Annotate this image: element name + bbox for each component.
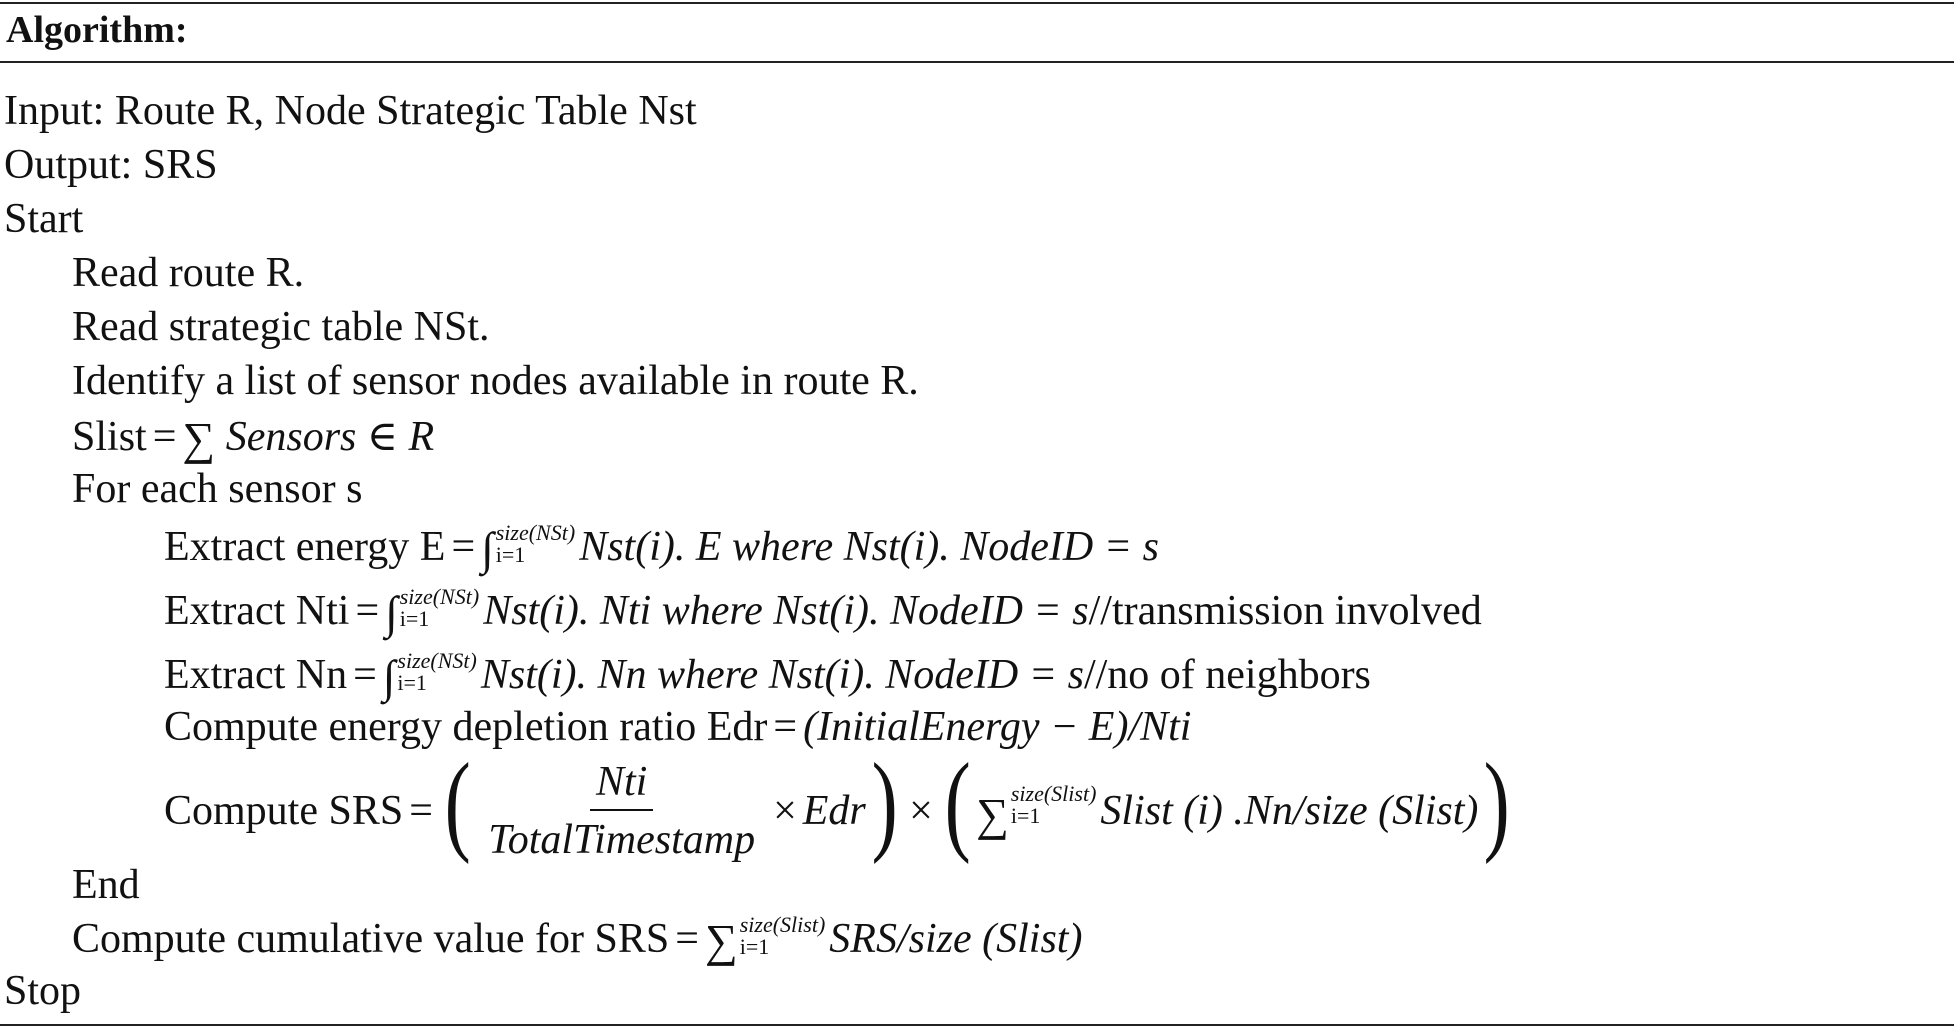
integral-limits: size(NSt) i=1 <box>399 584 480 632</box>
extract-energy-label: Extract energy E <box>164 524 446 570</box>
compute-edr-label: Compute energy depletion ratio Edr <box>164 704 768 750</box>
extract-nti-comment: //transmission involved <box>1088 588 1482 634</box>
extract-nti-eq: = <box>355 588 380 634</box>
stop-line: Stop <box>4 968 82 1014</box>
cumulative-eq: = <box>675 916 699 962</box>
left-paren-1: ( <box>444 741 471 865</box>
srs-fraction-denominator: TotalTimestamp <box>488 817 756 863</box>
times-symbol: × <box>909 788 933 834</box>
extract-nn-expr: Nst(i). Nn where Nst(i). NodeID = s <box>480 652 1084 698</box>
bottom-rule <box>0 1024 1954 1026</box>
left-paren-2: ( <box>944 741 971 865</box>
for-each-line: For each sensor s <box>72 466 363 512</box>
integral-symbol: ∫ <box>382 651 396 702</box>
extract-nn-comment: //no of neighbors <box>1083 652 1371 698</box>
input-line: Input: Route R, Node Strategic Table Nst <box>4 88 697 134</box>
extract-nn-eq: = <box>353 652 377 698</box>
extract-nti-label: Extract Nti <box>164 588 350 634</box>
srs-sum-expr: Slist (i) .Nn/size (Slist) <box>1100 788 1479 834</box>
end-line: End <box>72 862 140 908</box>
extract-energy-line <box>164 522 1159 572</box>
srs-fraction <box>482 759 761 863</box>
integral-symbol: ∫ <box>385 587 398 638</box>
top-rule <box>0 2 1954 4</box>
extract-energy-eq: = <box>451 524 476 570</box>
srs-edr: Edr <box>802 788 866 834</box>
compute-edr-expr: (InitialEnergy − E)/Nti <box>803 704 1192 750</box>
cumulative-line <box>72 914 1082 964</box>
compute-srs-eq: = <box>409 788 433 834</box>
read-table-line: Read strategic table NSt. <box>72 304 490 350</box>
read-route-line: Read route R. <box>72 250 305 296</box>
cumulative-expr: SRS/size (Slist) <box>829 916 1083 962</box>
sum-symbol: ∑ <box>704 915 738 966</box>
times-symbol: × <box>773 788 797 834</box>
slist-sum-symbol: ∑ <box>182 413 216 464</box>
extract-nti-line <box>164 586 1482 636</box>
extract-nn-line <box>164 650 1371 700</box>
extract-energy-expr: Nst(i). E where Nst(i). NodeID = s <box>579 524 1159 570</box>
compute-srs-label: Compute SRS <box>164 788 404 834</box>
slist-line <box>72 412 435 464</box>
extract-nn-label: Extract Nn <box>164 652 348 698</box>
srs-fraction-numerator: Nti <box>590 759 653 811</box>
identify-line: Identify a list of sensor nodes available in route R. <box>72 358 919 404</box>
compute-srs-line <box>164 741 1516 870</box>
extract-nti-expr: Nst(i). Nti where Nst(i). NodeID = s <box>483 588 1089 634</box>
slist-eq: = <box>152 414 177 460</box>
header-rule <box>0 61 1954 63</box>
sum-limits: size(Slist) i=1 <box>739 912 826 960</box>
integral-symbol: ∫ <box>481 523 494 574</box>
right-paren-1: ) <box>871 741 898 865</box>
integral-limits: size(NSt) i=1 <box>495 520 576 568</box>
sum-symbol: ∑ <box>976 789 1009 840</box>
sum-limits: size(Slist) i=1 <box>1010 781 1097 828</box>
right-paren-2: ) <box>1484 741 1511 865</box>
output-line: Output: SRS <box>4 142 218 188</box>
compute-edr-line <box>164 704 1191 750</box>
cumulative-label: Compute cumulative value for SRS <box>72 916 670 962</box>
start-line: Start <box>4 196 84 242</box>
algorithm-title: Algorithm: <box>6 9 188 51</box>
integral-limits: size(NSt) i=1 <box>397 648 477 696</box>
slist-expr: Sensors ∈ R <box>225 414 435 460</box>
slist-label: Slist <box>72 414 147 460</box>
compute-edr-eq: = <box>773 704 798 750</box>
